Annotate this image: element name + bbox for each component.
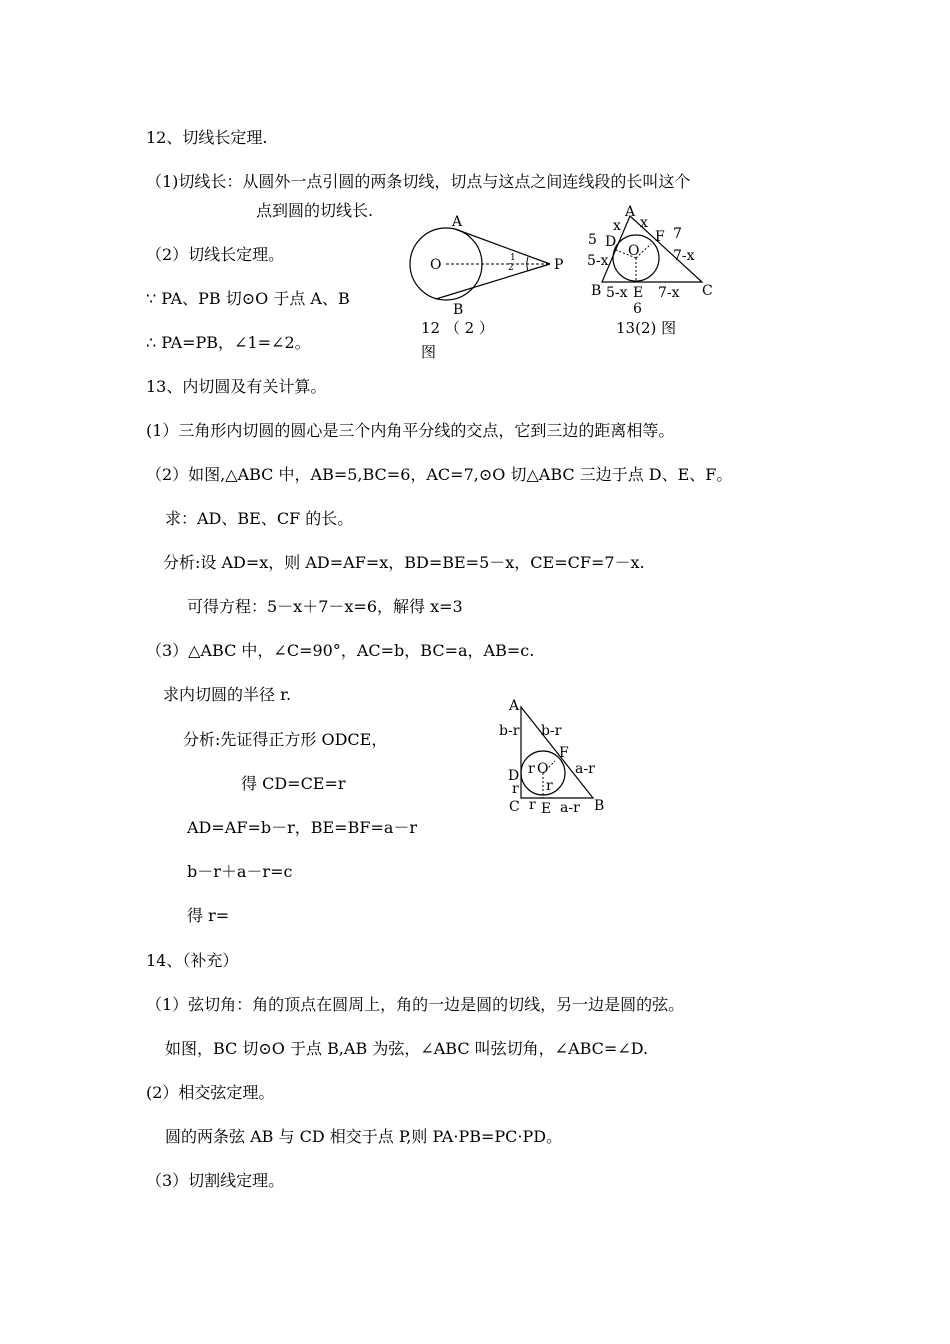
label-ac-7: 7 — [673, 226, 682, 242]
s13-3-result: 得 r= — [187, 906, 230, 925]
section-12-title: 12、切线长定理. — [146, 128, 268, 147]
fig12-caption: 12 （ 2 ） — [421, 319, 494, 337]
label-b: B — [591, 283, 602, 299]
label-d: D — [508, 768, 520, 784]
s13-3-ad-be: AD=AF=b－r，BE=BF=a－r — [187, 818, 418, 837]
label-e: E — [541, 801, 552, 817]
s13-3-cd-ce: 得 CD=CE=r — [241, 774, 346, 793]
tangent-pa — [455, 229, 550, 264]
s12-definition-line-2: 点到圆的切线长. — [256, 201, 374, 220]
label-p: P — [554, 257, 564, 273]
label-o: O — [537, 761, 549, 777]
section-13-title: 13、内切圆及有关计算。 — [146, 377, 327, 396]
label-r-center: r — [528, 761, 535, 777]
label-ab-5: 5 — [588, 232, 597, 248]
fig13-2-caption: 13(2) 图 — [616, 319, 677, 337]
s14-point-2: (2）相交弦定理。 — [146, 1083, 275, 1102]
label-o: O — [628, 243, 640, 259]
section-14-title: 14、（补充） — [146, 951, 239, 970]
s12-definition-line-1: （1)切线长：从圆外一点引圆的两条切线，切点与这点之间连线段的长叫这个 — [146, 172, 691, 191]
tangent-pb — [436, 264, 550, 299]
label-a: A — [625, 204, 636, 220]
label-r-small: r — [546, 778, 553, 794]
label-7-x-bottom: 7-x — [658, 285, 680, 301]
label-bc-6: 6 — [633, 301, 642, 317]
label-x-right: x — [640, 215, 648, 231]
label-5-x-left: 5-x — [587, 253, 609, 269]
label-r-left: r — [512, 781, 519, 797]
label-r-bottom: r — [529, 797, 536, 813]
s13-3-sum: b－r＋a－r=c — [187, 862, 293, 881]
figure-incircle-triangle — [585, 200, 725, 320]
s12-conclusion: ∴ PA=PB，∠1=∠2。 — [146, 333, 311, 352]
s14-point-1: （1）弦切角：角的顶点在圆周上，角的一边是圆的切线，另一边是圆的弦。 — [146, 995, 685, 1014]
label-c: C — [702, 283, 713, 299]
label-b: B — [453, 302, 464, 318]
figure-tangent-length — [400, 210, 580, 320]
s14-point-3: （3）切割线定理。 — [146, 1171, 285, 1190]
s14-1-example: 如图，BC 切⊙O 于点 B,AB 为弦，∠ABC 叫弦切角，∠ABC=∠D. — [165, 1039, 649, 1058]
label-x-left: x — [613, 218, 621, 234]
s13-point-2: （2）如图,△ABC 中，AB=5,BC=6，AC=7,⊙O 切△ABC 三边于点 D、E、F。 — [146, 465, 733, 484]
label-7-x-right: 7-x — [673, 248, 695, 264]
label-a-r-hyp: a-r — [575, 761, 595, 777]
label-a-r-bottom: a-r — [560, 800, 580, 816]
label-e: E — [633, 285, 644, 301]
label-o: O — [430, 257, 442, 273]
s14-2-text: 圆的两条弦 AB 与 CD 相交于点 P,则 PA·PB=PC·PD。 — [165, 1127, 563, 1146]
s13-point-1: (1）三角形内切圆的圆心是三个内角平分线的交点，它到三边的距离相等。 — [146, 421, 675, 440]
label-f: F — [655, 229, 665, 245]
fig12-caption-2: 图 — [421, 343, 437, 361]
right-triangle — [521, 707, 593, 798]
figure-right-triangle-incircle — [497, 695, 617, 820]
label-a: A — [452, 214, 463, 230]
s13-point-3: （3）△ABC 中，∠C=90°，AC=b，BC=a，AB=c. — [146, 641, 535, 660]
s12-given: ∵ PA、PB 切⊙O 于点 A、B — [146, 289, 350, 308]
label-b-r-left: b-r — [499, 723, 520, 739]
label-b-r-hyp: b-r — [541, 723, 562, 739]
label-c: C — [509, 799, 520, 815]
label-b: B — [594, 798, 605, 814]
s12-theorem-heading: （2）切线长定理。 — [146, 245, 285, 264]
label-angle-1: 1 — [510, 253, 516, 263]
label-d: D — [605, 234, 617, 250]
s13-2-equation: 可得方程：5－x＋7－x=6，解得 x=3 — [187, 597, 463, 616]
s13-2-analysis: 分析:设 AD=x，则 AD=AF=x，BD=BE=5－x，CE=CF=7－x. — [163, 553, 645, 572]
label-a: A — [509, 698, 520, 714]
s13-3-analysis: 分析:先证得正方形 ODCE， — [183, 730, 388, 749]
s13-2-question: 求：AD、BE、CF 的长。 — [165, 509, 354, 528]
label-5-x-bottom: 5-x — [606, 285, 628, 301]
s13-3-question: 求内切圆的半径 r. — [163, 685, 292, 704]
label-angle-2: 2 — [508, 263, 514, 273]
label-f: F — [559, 745, 569, 761]
